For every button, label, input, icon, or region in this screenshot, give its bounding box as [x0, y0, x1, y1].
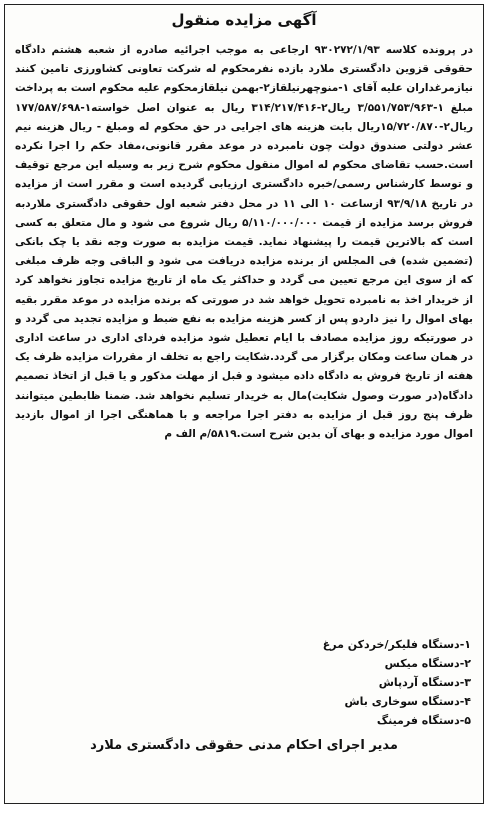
list-item: ۱-دستگاه فلیکر/خردکن مرغ: [322, 638, 471, 651]
notice-title: آگهی مزایده منقول: [171, 11, 317, 29]
list-item: ۴-دستگاه سوخاری باش: [344, 695, 471, 708]
notice-body: [15, 41, 473, 636]
list-item: ۵-دستگاه فرمینگ: [376, 714, 471, 727]
items-list: [323, 635, 471, 730]
list-item: ۲-دستگاه میکس: [384, 657, 471, 670]
auction-notice: [4, 4, 484, 804]
signature-line: مدیر اجرای احکام مدنی حقوقی دادگستری ملارد: [90, 738, 398, 753]
notice-paragraph: در پرونده کلاسه ۹۳۰۲۷۲/۱/۹۳ ارجاعی به موجب اجرائیه صادره از شعبه هشتم دادگاه حقوقی قزوین دادگستری ملارد بازده نفرمحکوم له شرکت تعاونی کشاورزی تامین کنند نیازمرغداران علیه آقای ۱-منوچهرنیلقاز۲-بهمن نیلقازمحکوم علیه محکوم است به پرداخت مبلغ ۱-۳/۵۵۱/۷۵۳/۹۶۳ ریال۲-۳۱۴/۲۱۷/۴۱۶ ریال به عنوان اصل خواسته۱-۱۷۷/۵۸۷/۶۹۸ ریال۲-۱۵/۷۲۰/۸۷۰ریال بابت هزینه های اجرایی در حق محکوم له ومبلغ - ریال هزینه نیم عشر دولتی صندوق دولت چون نامبرده در موعد مقرر قانونی،مفاد حکم را اجرا نکرده است.حسب تقاضای محکوم له اموال منقول محکوم شرح زیر به وسیله این مرجع توقیف و توسط کارشناس رسمی/خبره دادگستری ارزیابی گردیده است و مقرر است از مزایده در تاریخ ۹۳/۹/۱۸ ازساعت ۱۰ الی ۱۱ در محل دفتر شعبه اول حقوقی دادگستری ملاردبه فروش برسد مزایده از قیمت ۵/۱۱۰/۰۰۰/۰۰۰ ریال شروع می شود و مال متعلق به کسی است که بالاترین قیمت را پیشنهاد نماید. قیمت مزایده به صورت وجه نقد یا چک بانکی (تضمین شده) فی المجلس از برنده مزایده دریافت می شود و الباقی وجه ظرف مبلغی که از سوی این مرجع تعیین می گردد و حداکثر یک ماه از تاریخ مزایده تجاوز نخواهد کرد از خریدار اخذ به نامبرده تحویل خواهد شد در صورتی که برنده مزایده در موعد مقرر بقیه بهای اموال را نیز داردو پس از کسر هزینه مزایده به نفع ضبط و مزایده تجدید می گردد و در صورتیکه روز مزایده مصادف با ایام تعطیل شود مزایده فردای اداری در ساعت اداری در همان ساعت ومکان برگزار می گردد.شکایت راجع به تخلف از مقررات مزایده ظرف یک هفته از تاریخ فروش به دادگاه داده میشود و قبل از مهلت مذکور و یا قبل از اتخاذ تصمیم دادگاه(در صورت وصول شکایت)مال به خریدار تسلیم نخواهد شد. ضمنا ظابطین میتوانند ظرف پنج روز قبل از مزایده به دفتر اجرا مراجعه و با هماهنگی اجرا از اموال بازدید اموال مورد مزایده و بهای آن بدین شرح است.۵۸۱۹/م الف م: [15, 44, 473, 441]
list-item: ۳-دستگاه آردپاش: [378, 676, 471, 689]
